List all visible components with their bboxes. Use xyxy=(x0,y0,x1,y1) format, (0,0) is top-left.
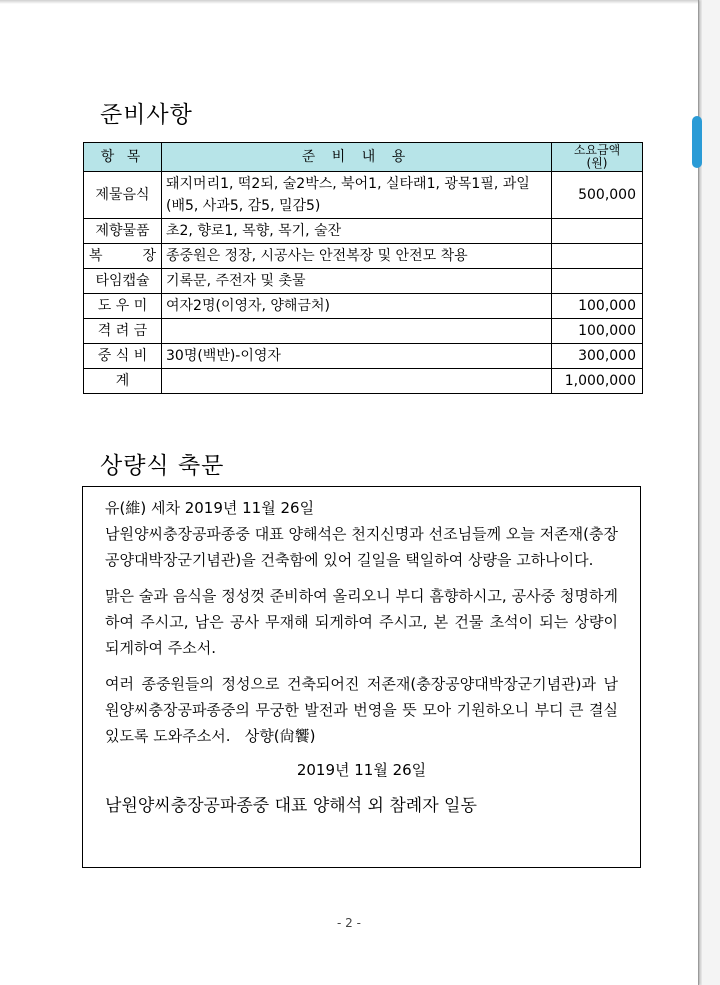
cell-item-text: 제물음식 xyxy=(95,187,150,203)
cell-description xyxy=(162,369,552,394)
cell-item xyxy=(84,244,162,269)
cell-item xyxy=(84,369,162,394)
table-row xyxy=(84,244,643,269)
cell-item-text: 복 장 xyxy=(89,248,156,264)
preparation-table xyxy=(83,142,643,394)
cell-amount: 1,000,000 xyxy=(552,369,643,394)
page-number: - 2 - xyxy=(337,916,361,930)
cell-amount: 100,000 xyxy=(552,319,643,344)
header-description: 준 비 내 용 xyxy=(162,143,552,172)
prayer-paragraph-3: 여러 종중원들의 정성으로 건축되어진 저존재(충장공양대박장군기념관)과 남원양씨충장공파종중의 무궁한 발전과 번영을 뜻 모아 기원하오니 부디 큰 결실 있도록 도와주소서. 상향(尙饗) xyxy=(105,675,623,745)
cell-item-text: 중 식 비 xyxy=(97,348,148,364)
prayer-date: 2019년 11월 26일 xyxy=(296,761,427,779)
cell-item xyxy=(84,269,162,294)
header-item: 항 목 xyxy=(84,143,162,172)
prayer-paragraph-2: 맑은 술과 음식을 정성껏 준비하여 올리오니 부디 흠향하시고, 공사중 청명하게 하여 주시고, 남은 공사 무재해 되게하여 주시고, 본 건물 초석이 되는 상량이 되게하여 주소서. xyxy=(105,587,618,657)
scrollbar-thumb[interactable] xyxy=(692,116,702,168)
table-row xyxy=(84,319,643,344)
cell-description xyxy=(162,319,552,344)
cell-item xyxy=(84,219,162,244)
cell-item-text: 제향물품 xyxy=(95,223,150,239)
prayer-opening: 유(維) 세차 2019년 11월 26일 xyxy=(105,499,315,517)
table-row xyxy=(84,344,643,369)
cell-item xyxy=(84,344,162,369)
table-row xyxy=(84,294,643,319)
cell-amount xyxy=(552,219,643,244)
section-title-prayer: 상량식 축문 xyxy=(100,453,225,479)
vertical-scrollbar[interactable] xyxy=(702,0,720,985)
cell-amount: 300,000 xyxy=(552,344,643,369)
page-top-edge xyxy=(0,0,698,4)
prayer-signature: 남원양씨충장공파종중 대표 양해석 외 참례자 일동 xyxy=(105,796,477,816)
cell-item xyxy=(84,294,162,319)
cell-item-text: 계 xyxy=(115,373,130,389)
cell-description: 돼지머리1, 떡2되, 술2박스, 북어1, 실타래1, 광목1필, 과일(배5, 사과5, 감5, 밀감5) xyxy=(162,172,552,219)
cell-amount xyxy=(552,269,643,294)
table-row xyxy=(84,369,643,394)
section-title-preparation: 준비사항 xyxy=(100,102,193,128)
table-row xyxy=(84,219,643,244)
cell-description: 초2, 향로1, 목향, 목기, 술잔 xyxy=(162,219,552,244)
table-header-row xyxy=(84,143,643,172)
header-amount-text: 소요금액 (원) xyxy=(573,143,621,170)
cell-amount xyxy=(552,244,643,269)
prayer-paragraph-1: 남원양씨충장공파종중 대표 양해석은 천지신명과 선조님들께 오늘 저존재(충장공양대박장군기념관)을 건축함에 있어 길일을 택일하여 상량을 고하나이다. xyxy=(105,525,618,569)
cell-item-text: 도 우 미 xyxy=(97,298,148,314)
table-row xyxy=(84,269,643,294)
cell-description: 종중원은 정장, 시공사는 안전복장 및 안전모 착용 xyxy=(162,244,552,269)
cell-item-text: 타임캡슐 xyxy=(95,273,150,289)
header-amount xyxy=(552,143,643,172)
preparation-table-body xyxy=(84,172,643,394)
cell-description: 기록문, 주전자 및 촛물 xyxy=(162,269,552,294)
cell-description: 여자2명(이영자, 양해금처) xyxy=(162,294,552,319)
table-row xyxy=(84,172,643,219)
cell-description: 30명(백반)-이영자 xyxy=(162,344,552,369)
cell-item xyxy=(84,319,162,344)
prayer-text-box xyxy=(82,486,641,868)
cell-item-text: 격 려 금 xyxy=(97,323,148,339)
cell-amount: 500,000 xyxy=(552,172,643,219)
cell-amount: 100,000 xyxy=(552,294,643,319)
cell-item xyxy=(84,172,162,219)
